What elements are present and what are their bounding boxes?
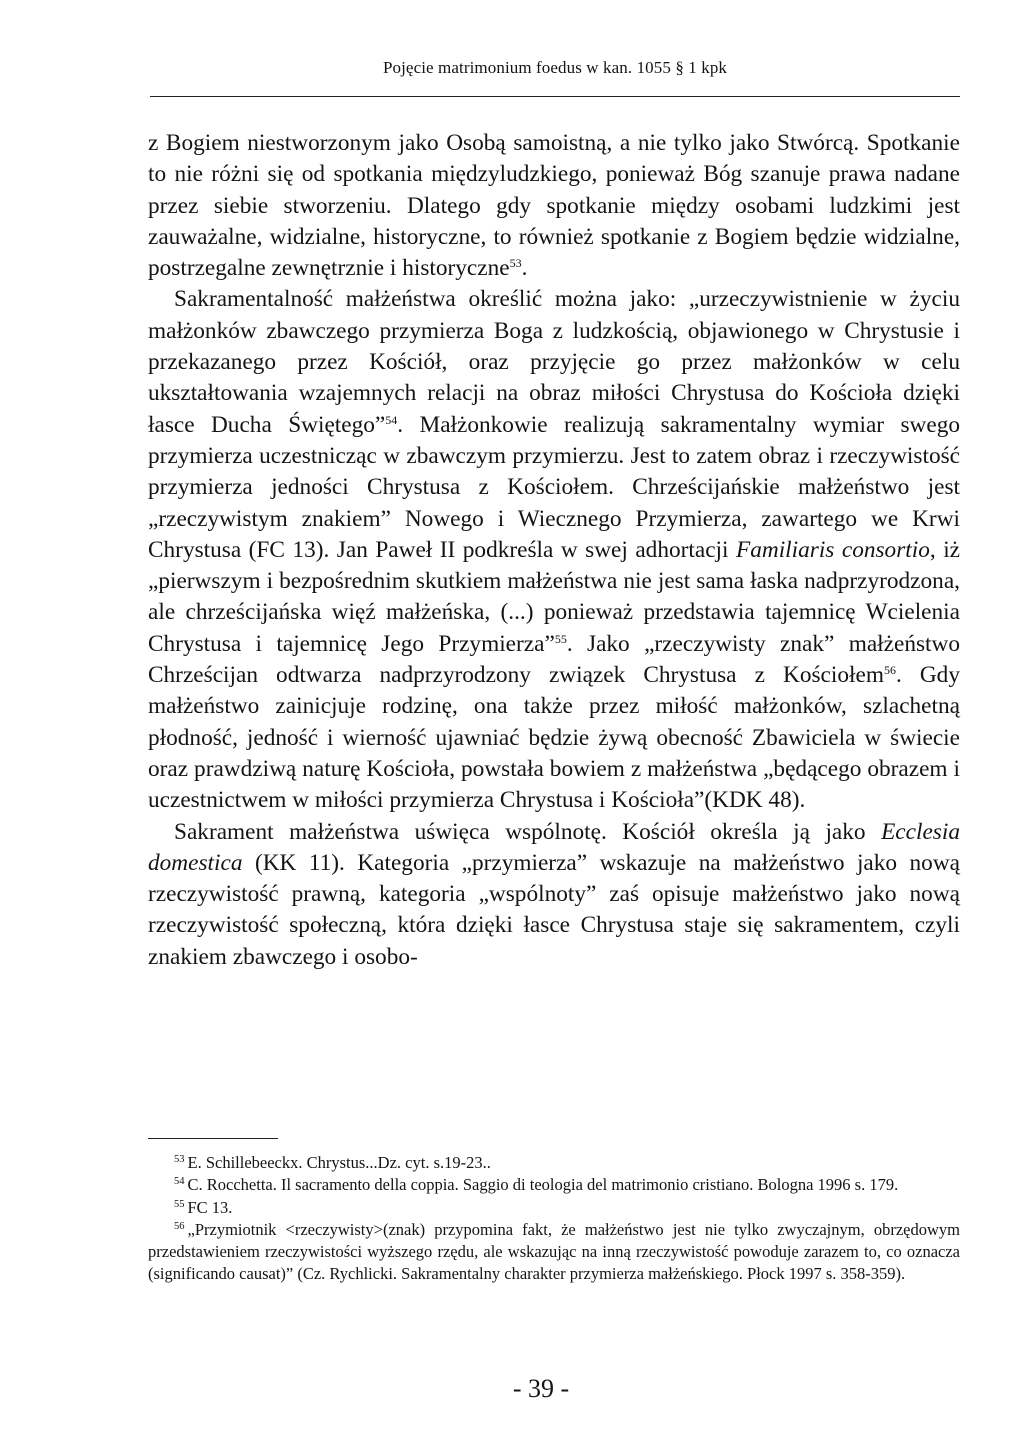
footnote-56 <box>148 1219 960 1286</box>
footnote-ref-55[interactable]: 55 <box>554 631 567 646</box>
footnote-53-text: E. Schillebeeckx. Chrystus...Dz. cyt. s.19-23.. <box>187 1153 491 1172</box>
footnote-53-number: 53 <box>174 1154 185 1165</box>
footnote-divider <box>148 1138 278 1139</box>
footnote-55-text: FC 13. <box>187 1197 233 1217</box>
paragraph-2-text-1: Sakramentalność małżeństwa określić można jako: „urzeczywistnienie w życiu małżonków zbawczego przymierza Boga z ludzkością, objawionego w Chrystusie i przekazanego przez Kościół, oraz przyjęcie go przez małżonków w celu ukształtowania wzajemnych relacji na obraz miłości Chrystusa do Kościoła dzięki łasce Ducha Świętego” <box>148 286 960 438</box>
paragraph-2-text-5: . Gdy małżeństwo zainicjuje rodzinę, ona także przez miłość małżonków, szlachetną płodność, jedność i wierność ujawniać będzie żywą obecność Zbawiciela w świecie oraz prawdziwą naturę Kościoła, powstała bowiem z małżeństwa „będącego obrazem i uczestnictwem w miłości przymierza Chrystusa i Kościoła”(KDK 48). <box>148 662 960 814</box>
running-header: Pojęcie matrimonium foedus w kan. 1055 § 1 kpk <box>382 58 728 77</box>
paragraph-2-italic-title: Familiaris consortio <box>735 536 930 563</box>
footnote-53 <box>148 1152 960 1174</box>
footnote-55-number: 55 <box>174 1198 185 1210</box>
main-text <box>148 128 960 973</box>
footnote-54-number: 54 <box>174 1176 185 1188</box>
paragraph-2-text-2: . Małżonkowie realizują sakramentalny wymiar swego przymierza uczestnicząc w zbawczym przymierzu. Jest to zatem obraz i rzeczywistość przymierza jedności Chrystusa z Kościołem. Chrześcijańskie małżeństwo jest „rzeczywistym znakiem” Nowego i Wiecznego Przymierza, zawartego we Krwi Chrystusa (FC 13). Jan Paweł II podkreśla w swej adhortacji <box>148 411 960 563</box>
paragraph-1 <box>148 128 960 284</box>
paragraph-3-text-1: Sakrament małżeństwa uświęca wspólnotę. Kościół określa ją jako <box>174 818 882 845</box>
paragraph-3 <box>148 817 960 973</box>
header-divider <box>150 96 960 97</box>
footnote-56-number: 56 <box>174 1220 185 1232</box>
paragraph-1-text: z Bogiem niestworzonym jako Osobą samoistną, a nie tylko jako Stwórcą. Spotkanie to nie różni się od spotkania międzyludzkiego, ponieważ Bóg szanuje prawa nadane przez siebie stworzeniu. Dlatego gdy spotkanie między osobami ludzkimi jest zauważalne, widzialne, historyczne, to również spotkanie z Bogiem będzie widzialne, postrzegalne zewnętrznie i historyczne <box>148 130 960 282</box>
page-number: - 39 - <box>512 1374 570 1403</box>
footnote-55 <box>148 1197 960 1219</box>
footnote-56-text: „Przymiotnik <rzeczywisty>(znak) przypomina fakt, że małżeństwo jest nie tylko zwyczajnym, obrzędowym przedstawieniem rzeczywistości wyższego rzędu, ale wskazując na inną rzeczywistość powoduje zarazem to, co oznacza (significando causat)” (Cz. Rychlicki. Sakramentalny charakter przymierza małżeńskiego. Płock 1997 s. 358-359). <box>148 1219 960 1284</box>
footnote-54-text: C. Rocchetta. Il sacramento della coppia. Saggio di teologia del matrimonio cristiano. Bologna 1996 s. 179. <box>187 1175 899 1195</box>
footnote-ref-53[interactable]: 53 <box>509 256 522 271</box>
paragraph-2-text-3: , iż „pierwszym i bezpośrednim skutkiem małżeństwa nie jest sama łaska nadprzyrodzona, ale chrześcijańska więź małżeńska, (...) ponieważ przedstawia tajemnicę Wcielenia Chrystusa i tajemnicę Jego Przymierza” <box>148 536 961 657</box>
paragraph-2 <box>148 284 960 816</box>
footnotes <box>148 1152 960 1286</box>
paragraph-2-text-4: . Jako „rzeczywisty znak” małżeństwo Chrześcijan odtwarza nadprzyrodzony związek Chrystusa z Kościołem <box>148 630 960 689</box>
footnote-ref-56[interactable]: 56 <box>883 663 896 678</box>
paragraph-3-italic-term: Ecclesia domestica <box>148 818 960 876</box>
paragraph-1-end: . <box>521 255 528 282</box>
footnote-ref-54[interactable]: 54 <box>385 412 398 427</box>
footnote-54 <box>148 1174 960 1196</box>
paragraph-3-text-2: (KK 11). Kategoria „przymierza” wskazuje na małżeństwo jako nową rzeczywistość prawną, kategoria „wspólnoty” zaś opisuje małżeństwo jako nową rzeczywistość społeczną, która dzięki łasce Chrystusa staje się sakramentem, czyli znakiem zbawczego i osobo- <box>148 849 960 970</box>
